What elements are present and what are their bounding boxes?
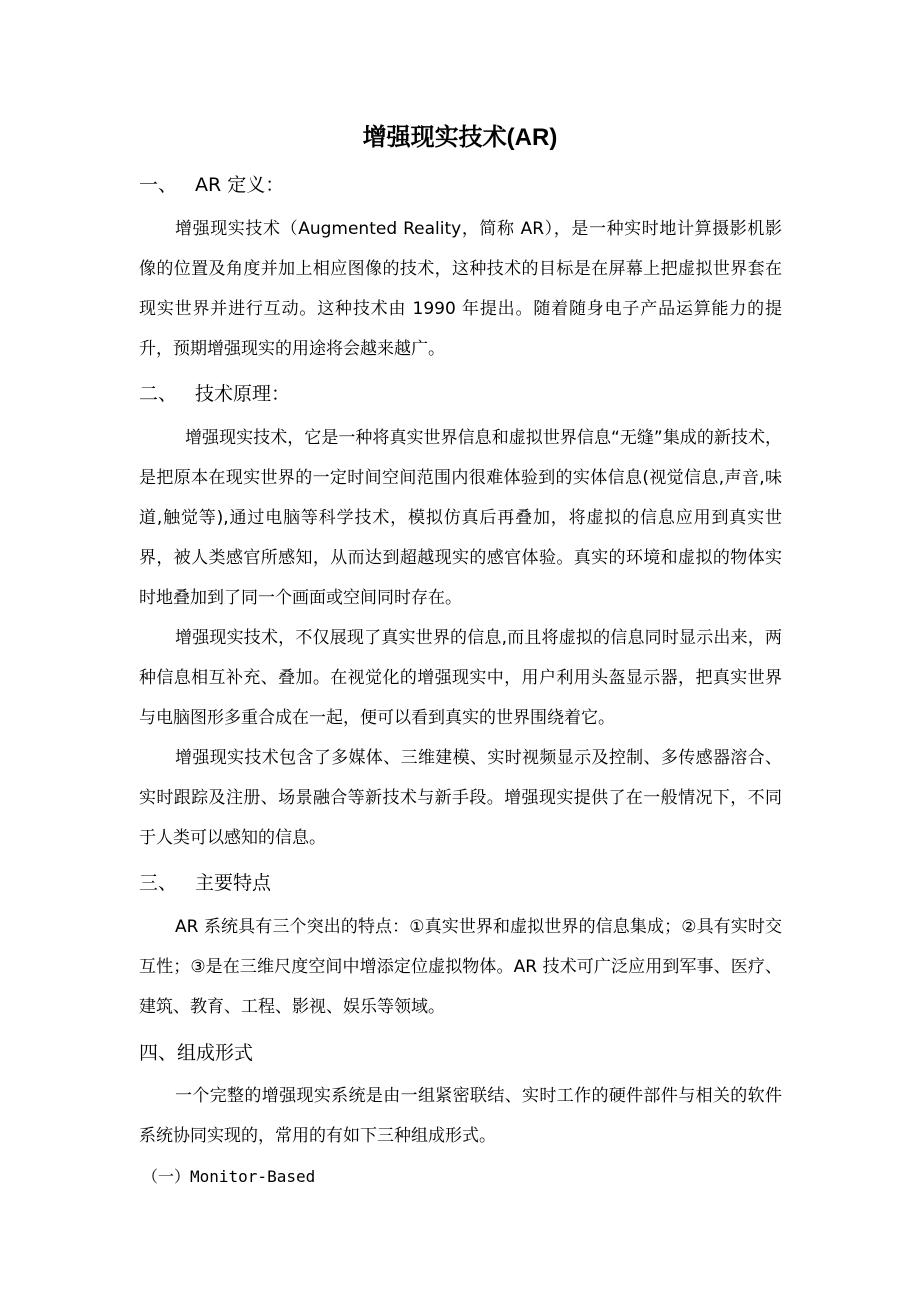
- section-heading-features: [139, 868, 271, 898]
- section-number: 四、: [139, 1042, 178, 1064]
- document-title: 增强现实技术(AR): [362, 124, 558, 151]
- subheading-monitor-based: （一）Monitor-Based: [142, 1167, 316, 1186]
- section-number: 二、: [139, 383, 178, 405]
- paragraph-features: AR 系统具有三个突出的特点：①真实世界和虚拟世界的信息集成；②具有实时交互性；③是在三维尺度空间中增添定位虚拟物体。AR 技术可广泛应用到军事、医疗、建筑、教育、工程、影视、娱乐等领域。: [139, 917, 782, 1017]
- section-title: 主要特点: [195, 872, 272, 894]
- paragraph-principle-3: 增强现实技术包含了多媒体、三维建模、实时视频显示及控制、多传感器溶合、实时跟踪及注册、场景融合等新技术与新手段。增强现实提供了在一般情况下，不同于人类可以感知的信息。: [139, 748, 782, 848]
- section-heading-composition: [139, 1038, 253, 1068]
- section-number: 三、: [139, 872, 178, 894]
- section-heading-definition: [139, 170, 284, 200]
- paragraph-composition: 一个完整的增强现实系统是由一组紧密联结、实时工作的硬件部件与相关的软件系统协同实现的，常用的有如下三种组成形式。: [139, 1086, 782, 1146]
- paragraph-principle-1: 增强现实技术，它是一种将真实世界信息和虚拟世界信息“无缝”集成的新技术，是把原本在现实世界的一定时间空间范围内很难体验到的实体信息(视觉信息,声音,味道,触觉等),通过电脑等科学技术，模拟仿真后再叠加，将虚拟的信息应用到真实世界，被人类感官所感知，从而达到超越现实的感官体验。真实的环境和虚拟的物体实时地叠加到了同一个画面或空间同时存在。: [139, 428, 782, 608]
- section-title: 技术原理：: [195, 383, 291, 405]
- paragraph-principle-2: 增强现实技术，不仅展现了真实世界的信息,而且将虚拟的信息同时显示出来，两种信息相互补充、叠加。在视觉化的增强现实中，用户利用头盔显示器，把真实世界与电脑图形多重合成在一起，便可以看到真实的世界围绕着它。: [139, 628, 782, 728]
- section-number: 一、: [139, 174, 178, 196]
- paragraph-definition: 增强现实技术（Augmented Reality，简称 AR），是一种实时地计算摄影机影像的位置及角度并加上相应图像的技术，这种技术的目标是在屏幕上把虚拟世界套在现实世界并进行互动。这种技术由 1990 年提出。随着随身电子产品运算能力的提升，预期增强现实的用途将会越来越广。: [139, 219, 782, 359]
- section-title: 组成形式: [177, 1042, 254, 1064]
- section-heading-principle: [139, 379, 290, 409]
- section-title: AR 定义：: [195, 174, 285, 196]
